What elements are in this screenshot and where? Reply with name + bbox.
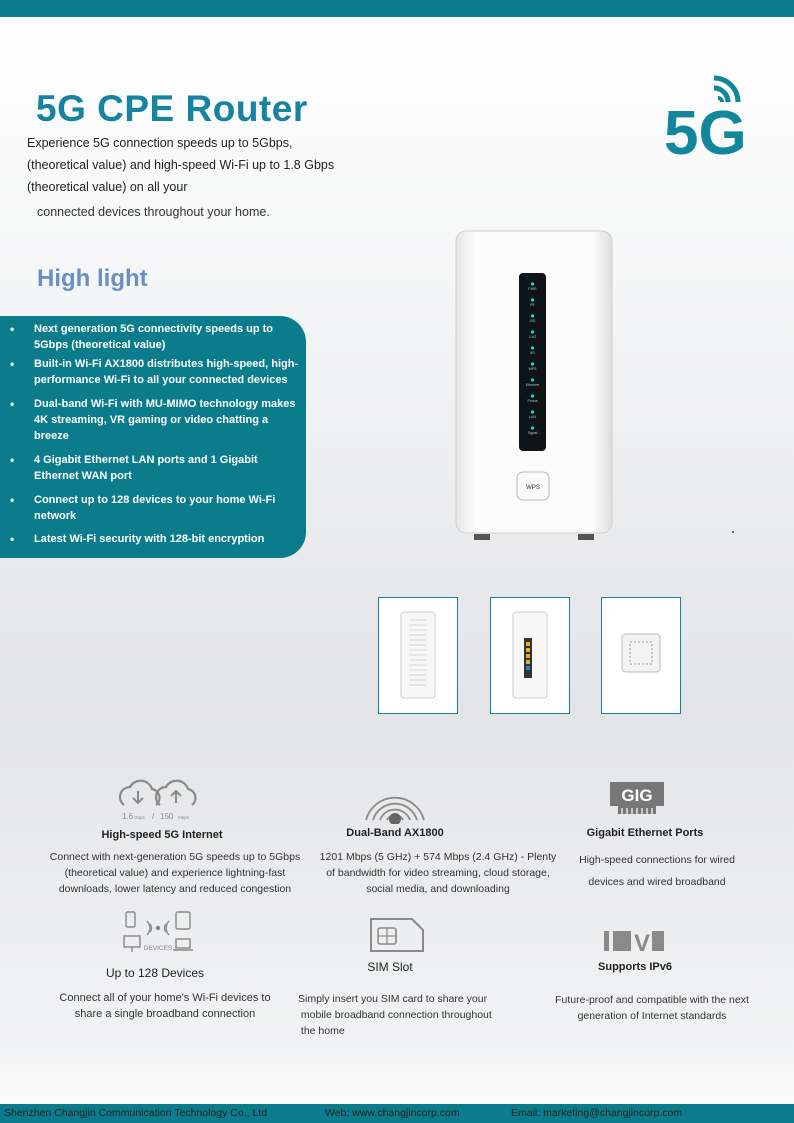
thumbnail-bottom-view[interactable] (601, 597, 681, 714)
highlight-item: • 4 Gigabit Ethernet LAN ports and 1 Gigabit Ethernet WAN port (34, 452, 300, 484)
svg-text:Mbps: Mbps (178, 815, 190, 820)
feature-description: Future-proof and compatible with the next generation of Internet standards (555, 994, 749, 1022)
feature-description: 1201 Mbps (5 GHz) + 574 Mbps (2.4 GHz) - Plenty of bandwidth for video streaming, cloud storage, social media, and downloading (319, 851, 557, 895)
highlights-panel (0, 316, 306, 558)
feature-description: Connect all of your home's Wi-Fi devices to share a single broadband connection (59, 992, 271, 1020)
wps-button-label: WPS (526, 485, 540, 491)
highlight-item: • Connect up to 128 devices to your home Wi-Fi network (34, 492, 300, 524)
highlights-title: High light (37, 265, 148, 292)
highlight-item: • Latest Wi-Fi security with 128-bit encryption (34, 531, 300, 547)
intro-tail: connected devices throughout your home. (37, 205, 270, 219)
svg-text:DEVICES: DEVICES (143, 945, 173, 952)
sim-card-icon (368, 916, 426, 954)
svg-text:1.6: 1.6 (122, 812, 134, 821)
led-label: SIG (529, 319, 536, 323)
feature-title: SIM Slot (367, 960, 413, 974)
highlight-item: • Dual-band Wi-Fi with MU-MIMO technology makes 4K streaming, VR gaming or video chatting a breeze (34, 396, 300, 444)
feature-title: Gigabit Ethernet Ports (586, 827, 704, 839)
thumbnail-side-view[interactable] (378, 597, 458, 714)
feature-title: High-speed 5G Internet (101, 829, 223, 841)
led-label: LAN (529, 415, 536, 419)
highlight-item: • Built-in Wi-Fi AX1800 distributes high-speed, high-performance Wi-Fi to all your connected devices (34, 356, 300, 388)
svg-text:150: 150 (160, 812, 174, 821)
led-label: Signal (527, 431, 538, 435)
highlight-item: • Next generation 5G connectivity speeds up to 5Gbps (theoretical value) (34, 321, 300, 353)
led-label: PWR (528, 287, 537, 291)
router-image (454, 229, 614, 541)
feature-title: Dual-Band AX1800 (346, 827, 444, 839)
feature-title: Up to 128 Devices (105, 966, 205, 980)
ipv6-icon (602, 928, 666, 954)
footer-web-link[interactable]: Web: www.changjincorp.com (325, 1107, 460, 1119)
led-label: 2.4G (528, 335, 537, 339)
5g-logo-icon (664, 72, 760, 158)
led-label: Ethernet (525, 383, 540, 387)
page-title: 5G CPE Router (36, 88, 308, 129)
footer-company: Shenzhen Changjin Communication Technology Co., Ltd (4, 1107, 268, 1119)
feature-title: Supports IPv6 (598, 961, 672, 973)
svg-text:V: V (634, 930, 651, 954)
svg-text:GIG: GIG (621, 786, 653, 805)
thumbnail-back-view[interactable] (490, 597, 570, 714)
intro-text (27, 132, 367, 198)
feature-description: Connect with next-generation 5G speeds up to 5Gbps (theoretical value) and experience lightning-fast downloads, lower latency and reduced congestion (49, 851, 301, 895)
devices-icon (120, 910, 196, 956)
5g-logo-text: 5G (664, 99, 747, 158)
intro-line-3: (theoretical value) on all your (27, 180, 188, 194)
led-label: Phone (527, 399, 538, 403)
intro-line-1: Experience 5G connection speeds up to 5Gbps, (27, 136, 293, 150)
feature-description: Simply insert you SIM card to share your mobile broadband connection throughout the home (298, 993, 492, 1037)
svg-text:Gbps: Gbps (134, 815, 145, 820)
wifi-signal-icon (360, 780, 430, 824)
top-banner (0, 0, 794, 17)
cloud-speed-icon (116, 775, 200, 825)
intro-line-2: (theoretical value) and high-speed Wi-Fi up to 1.8 Gbps (27, 158, 335, 172)
ethernet-port-icon (608, 780, 666, 816)
svg-text:/: / (152, 812, 155, 821)
footer-email-link[interactable]: Email: marketing@changjincorp.com (511, 1107, 683, 1119)
led-label: 5G (530, 351, 535, 355)
feature-description: High-speed connections for wired devices and wired broadband (579, 854, 735, 888)
led-label: RF (530, 303, 535, 307)
led-label: WPS (528, 367, 537, 371)
dot (732, 531, 734, 533)
